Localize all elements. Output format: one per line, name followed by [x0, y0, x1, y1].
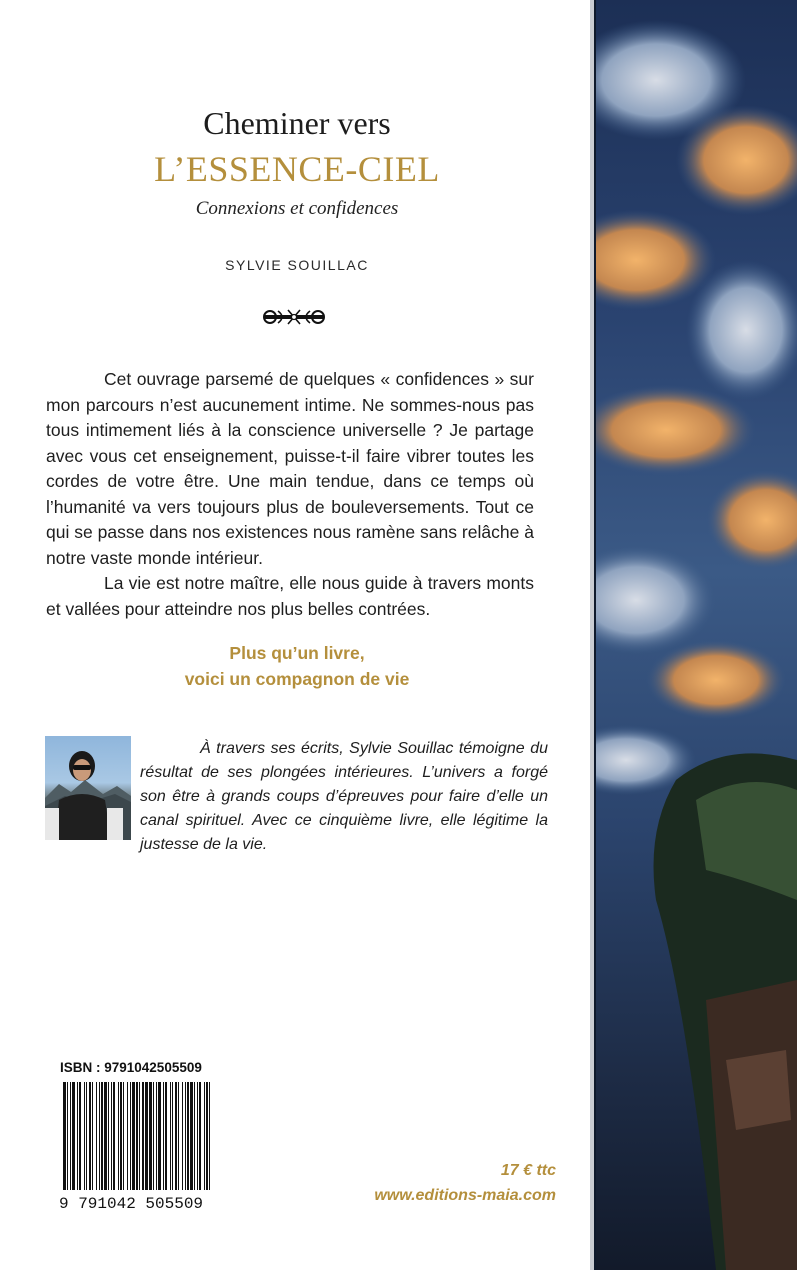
blurb-paragraph-1: Cet ouvrage parsemé de quelques « confidences » sur mon parcours n’est aucunement intime. Ne sommes-nous pas tous intimement liés à la conscience universelle ? Je partage avec vous cet enseignement, puisse-t-il faire vibrer toutes les cordes de votre être. Une main tendue, dans ce temps où l’humanité va vers toujours plus de bouleversements. Tout ce qui se passe dans nos existences nous ramène sans relâche à notre vaste monde intérieur.	[46, 369, 534, 568]
barcode-bar	[204, 1082, 205, 1190]
barcode-bar	[132, 1082, 135, 1190]
barcode-bar	[136, 1082, 138, 1190]
barcode-bar	[118, 1082, 119, 1190]
blurb-text	[46, 367, 534, 622]
barcode-bar	[111, 1082, 112, 1190]
barcode-bar	[113, 1082, 115, 1190]
barcode-bar	[142, 1082, 144, 1190]
barcode-bar	[63, 1082, 66, 1190]
tagline-line-2: voici un compagnon de vie	[184, 669, 410, 689]
title-line-1: Cheminer vers	[203, 105, 391, 141]
barcode-bar	[187, 1082, 189, 1190]
barcode-bar	[127, 1082, 128, 1190]
barcode-digits: 9 791042 505509	[59, 1195, 204, 1212]
barcode-bar	[165, 1082, 167, 1190]
barcode-bar	[170, 1082, 171, 1190]
author-bio-text: À travers ses écrits, Sylvie Souillac témoigne du résultat de ses plongées intérieures. L’univers a forgé son être à grands coups d’épreuves pour faire d’elle un canal spirituel. Avec ce cinquième livre, elle légitime la justesse de la vie.	[140, 740, 548, 853]
barcode-bar	[145, 1082, 148, 1190]
barcode-bar	[139, 1082, 140, 1190]
barcode-bar	[172, 1082, 173, 1190]
barcode-bar	[123, 1082, 124, 1190]
barcode-bar	[209, 1082, 210, 1190]
tagline	[0, 640, 594, 692]
barcode	[57, 1080, 217, 1212]
subtitle: Connexions et confidences	[195, 198, 399, 219]
barcode-bar	[190, 1082, 193, 1190]
barcode-bar	[163, 1082, 164, 1190]
barcode-bar	[194, 1082, 195, 1190]
barcode-bar	[153, 1082, 154, 1190]
barcode-bar	[206, 1082, 208, 1190]
author-photo	[45, 736, 131, 840]
author-bio	[140, 737, 548, 857]
barcode-bar	[156, 1082, 157, 1190]
barcode-bar	[178, 1082, 179, 1190]
barcode-bar	[96, 1082, 97, 1190]
barcode-bar	[197, 1082, 198, 1190]
price: 17 € ttc	[500, 1162, 556, 1179]
barcode-bar	[79, 1082, 81, 1190]
barcode-bar	[104, 1082, 107, 1190]
barcode-bar	[92, 1082, 93, 1190]
barcode-bar	[158, 1082, 161, 1190]
barcode-bar	[185, 1082, 186, 1190]
isbn-label: ISBN : 9791042505509	[60, 1060, 202, 1075]
barcode-bar	[149, 1082, 152, 1190]
barcode-bar	[175, 1082, 177, 1190]
tagline-line-1: Plus qu’un livre,	[229, 643, 365, 663]
barcode-bar	[101, 1082, 103, 1190]
author-name: SYLVIE SOUILLAC	[225, 257, 369, 273]
barcode-bar	[120, 1082, 122, 1190]
barcode-bar	[86, 1082, 87, 1190]
ornament-icon	[262, 307, 326, 327]
barcode-bar	[99, 1082, 100, 1190]
barcode-bar	[84, 1082, 85, 1190]
cover-painting-sky	[596, 0, 797, 1270]
barcode-bar	[130, 1082, 131, 1190]
barcode-bar	[67, 1082, 68, 1190]
blurb-paragraph-2: La vie est notre maître, elle nous guide à travers monts et vallées pour atteindre nos plus belles contrées.	[46, 573, 534, 619]
barcode-bar	[89, 1082, 91, 1190]
barcode-bar	[182, 1082, 183, 1190]
publisher-website: www.editions-maia.com	[374, 1187, 556, 1204]
barcode-bar	[108, 1082, 109, 1190]
barcode-bar	[70, 1082, 71, 1190]
barcode-bar	[72, 1082, 75, 1190]
barcode-bar	[77, 1082, 78, 1190]
barcode-bar	[199, 1082, 201, 1190]
title-line-2: L’ESSENCE-CIEL	[154, 149, 440, 189]
